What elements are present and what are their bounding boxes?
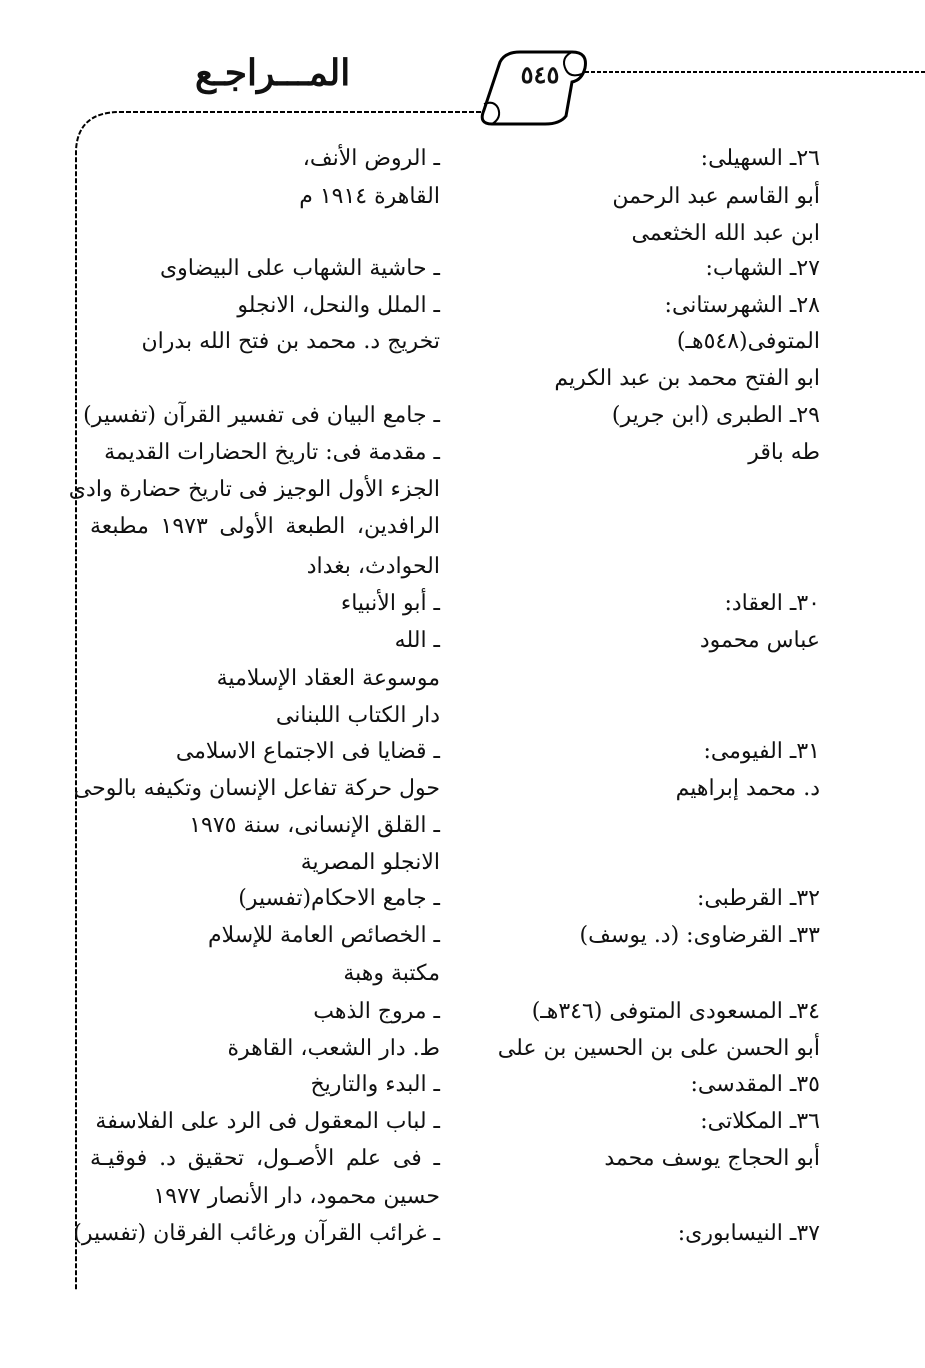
work-line: موسوعة العقاد الإسلامية [216, 666, 440, 691]
author-line: ٣٣ـ القرضاوى: (د. يوسف) [579, 923, 820, 948]
work-line: ـ الله [394, 628, 440, 653]
work-line: حول حركة تفاعل الإنسان وتكيفه بالوحى [73, 776, 440, 801]
work-line: ـ جامع البيان فى تفسير القرآن (تفسير) [83, 403, 440, 428]
work-line: الحوادث، بغداد [306, 554, 440, 579]
work-line: مكتبة وهبة [343, 961, 440, 986]
page-header [0, 0, 925, 130]
page-number: ٥٤٥ [520, 60, 560, 89]
author-line: عباس محمود [699, 628, 820, 653]
author-line: ٣٧ـ النيسابورى: [677, 1221, 820, 1246]
author-line: ٣٤ـ المسعودى المتوفى (٣٤٦هـ) [531, 999, 820, 1024]
work-line: ـ حاشية الشهاب على البيضاوى [159, 256, 440, 281]
author-line: ٣٥ـ المقدسى: [690, 1072, 820, 1097]
author-line: ابو الفتح محمد بن عبد الكريم [554, 366, 820, 391]
work-line: ـ مقدمة فى: تاريخ الحضارات القديمة [104, 440, 440, 465]
work-line: ـ غرائب القرآن ورغائب الفرقان (تفسير) [73, 1221, 440, 1246]
work-line: ـ الروض الأنف، [302, 146, 440, 171]
work-line: ـ مروج الذهب [313, 999, 440, 1024]
author-line: ٣٢ـ القرطبى: [696, 886, 820, 911]
work-line: ـ أبو الأنبياء [340, 591, 440, 616]
work-line: ـ فى علم الأصـول، تحقيق د. فوقيـة [90, 1146, 440, 1171]
author-line: أبو الحسن على بن الحسين بن على [497, 1036, 820, 1061]
work-line: الانجلو المصرية [300, 850, 440, 875]
author-line: ٢٩ـ الطبرى (ابن جرير) [611, 403, 820, 428]
work-line: الرافدين، الطبعة الأولى ١٩٧٣ مطبعة [90, 514, 440, 539]
author-line: د. محمد إبراهيم [675, 776, 820, 801]
work-line: ـ الخصائص العامة للإسلام [207, 923, 440, 948]
work-line: ـ قضايا فى الاجتماع الاسلامى [175, 739, 440, 764]
author-line: طه باقر [748, 440, 820, 465]
work-line: ـ الملل والنحل، الانجلو [237, 293, 440, 318]
work-line: ـ القلق الإنسانى، سنة ١٩٧٥ [189, 813, 440, 838]
author-line: ٣٠ـ العقاد: [724, 591, 820, 616]
author-line: ٢٦ـ السهيلى: [700, 146, 820, 171]
work-line: ط. دار الشعب، القاهرة [227, 1036, 440, 1061]
work-line: ـ جامع الاحكام(تفسير) [238, 886, 440, 911]
author-line: ٣١ـ الفيومى: [703, 739, 820, 764]
work-line: دار الكتاب اللبنانى [275, 703, 440, 728]
author-line: أبو القاسم عبد الرحمن [612, 184, 820, 209]
work-line: ـ لباب المعقول فى الرد على الفلاسفة [95, 1109, 440, 1134]
work-line: الجزء الأول الوجيز فى تاريخ حضارة وادى [68, 477, 440, 502]
author-line: ٢٨ـ الشهرستانى: [664, 293, 820, 318]
author-line: ٣٦ـ المكلاتى: [700, 1109, 820, 1134]
work-line: حسين محمود، دار الأنصار ١٩٧٧ [153, 1184, 440, 1209]
author-line: ٢٧ـ الشهاب: [705, 256, 820, 281]
work-line: تخريج د. محمد بن فتح الله بدران [141, 329, 440, 354]
author-line: أبو الحجاج يوسف محمد [604, 1146, 820, 1171]
work-line: القاهرة ١٩١٤ م [299, 184, 440, 209]
work-line: ـ البدء والتاريخ [310, 1072, 440, 1097]
author-line: ابن عبد الله الخثعمى [631, 221, 820, 246]
page-title: المـــراجـع [195, 52, 351, 94]
author-line: المتوفى(٥٤٨هـ) [676, 329, 820, 354]
